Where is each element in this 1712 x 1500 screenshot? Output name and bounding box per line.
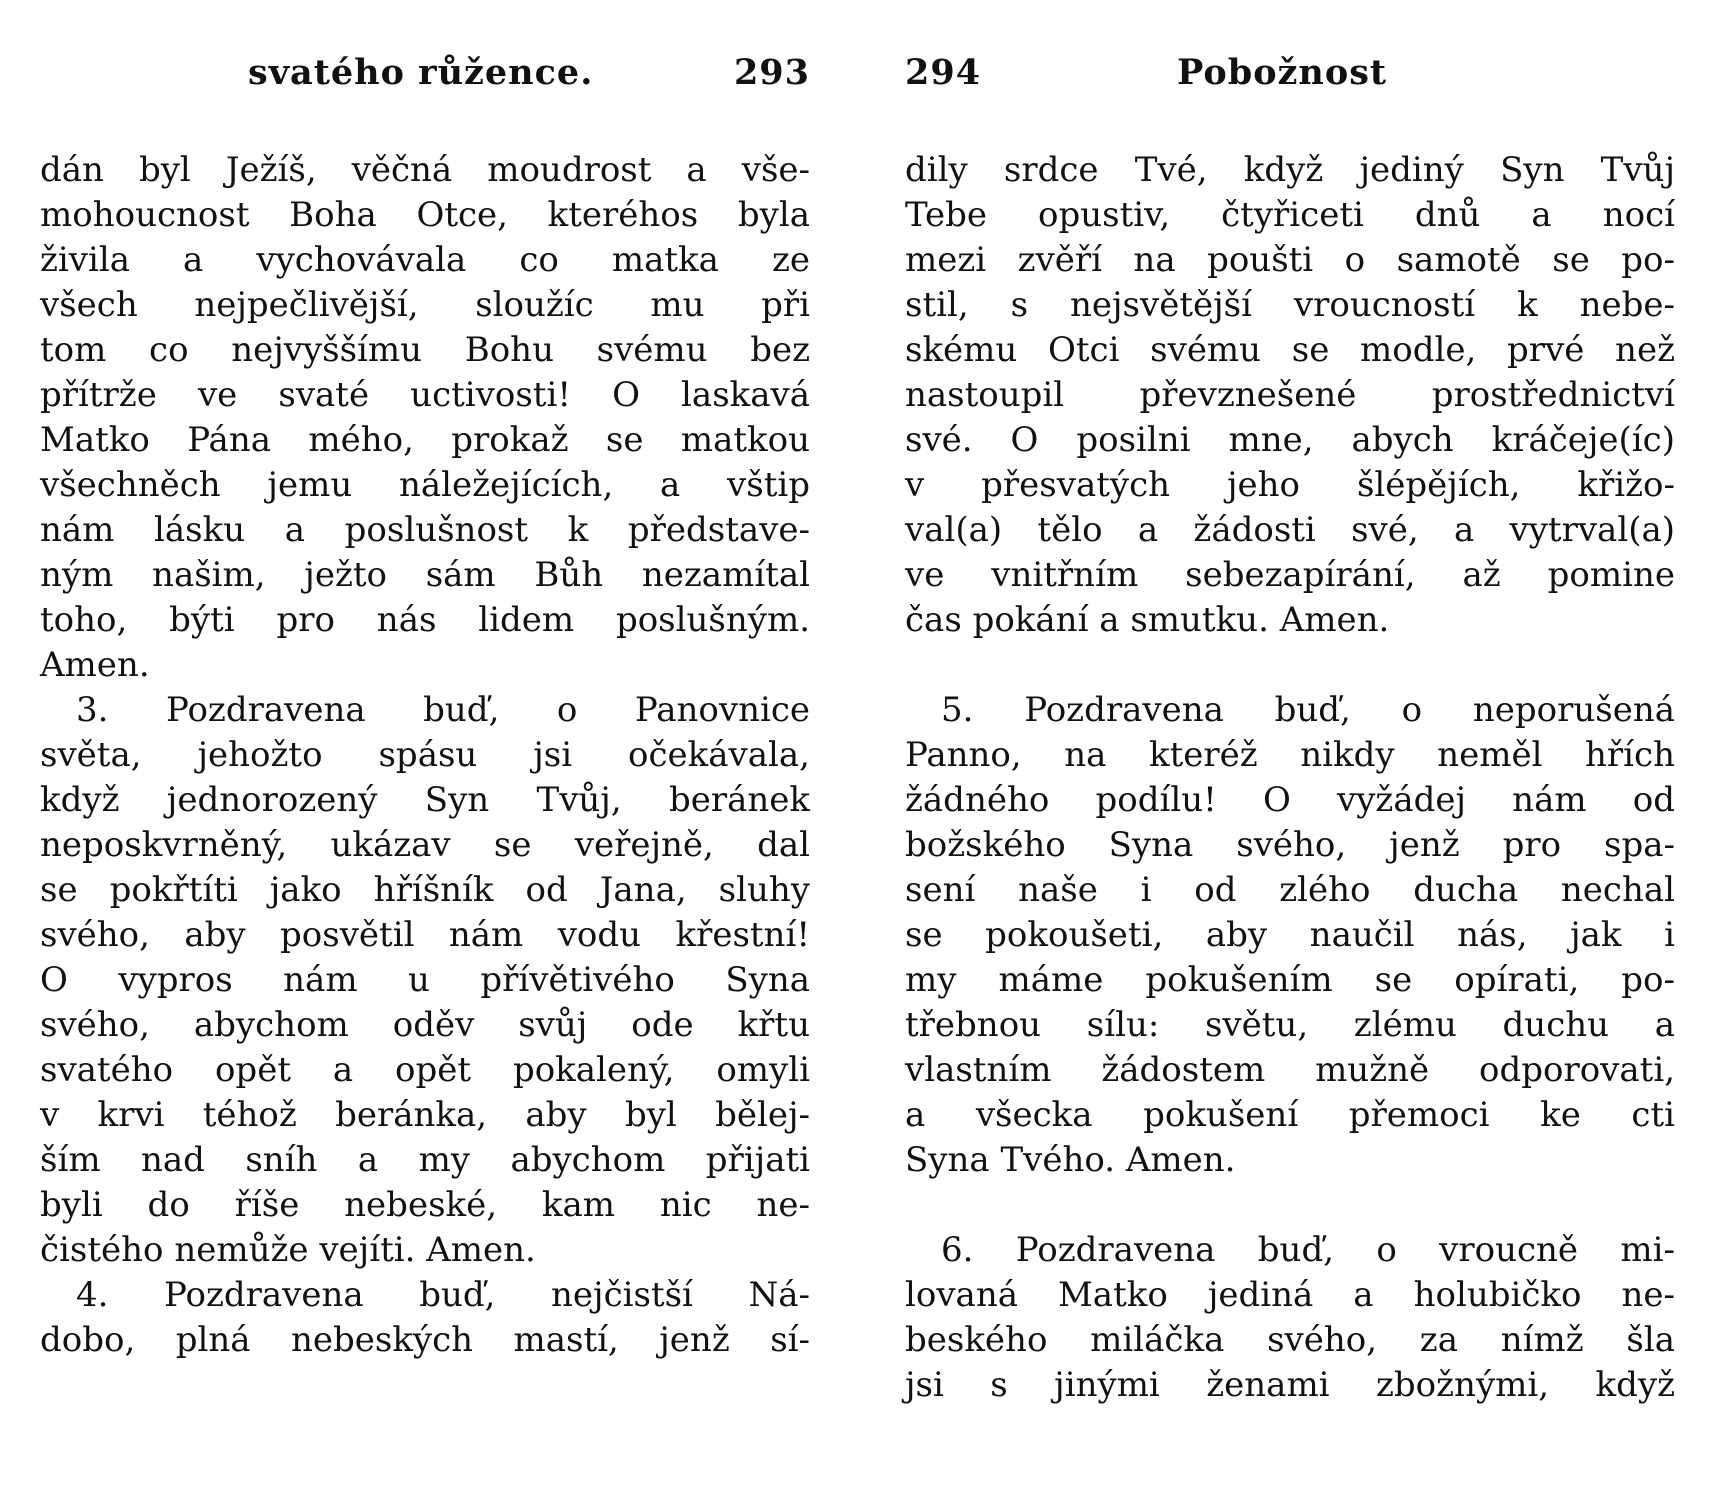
- left-running-head: [40, 52, 810, 112]
- text-line: Tebe opustiv, čtyřiceti dnů a nocí: [905, 195, 1675, 235]
- text-line: Panno, na kteréž nikdy neměl hřích: [905, 735, 1675, 775]
- text-line: své. O posilni mne, abych kráčeje(íc): [905, 420, 1675, 460]
- text-line: mohoucnost Boha Otce, kteréhos byla: [40, 195, 810, 235]
- left-running-title: svatého růžence.: [248, 52, 594, 93]
- text-line: všech nejpečlivější, sloužíc mu při: [40, 285, 810, 325]
- text-line: neposkvrněný, ukázav se veřejně, dal: [40, 825, 810, 865]
- text-line: přítrže ve svaté uctivosti! O laskavá: [40, 375, 810, 415]
- text-line: toho, býti pro nás lidem poslušným.: [40, 600, 810, 640]
- text-line: božského Syna svého, jenž pro spa-: [905, 825, 1675, 865]
- text-line: vlastním žádostem mužně odporovati,: [905, 1050, 1675, 1090]
- text-line: beského miláčka svého, za nímž šla: [905, 1320, 1675, 1360]
- text-line: sení naše i od zlého ducha nechal: [905, 870, 1675, 910]
- text-line: ným našim, ježto sám Bůh nezamítal: [40, 555, 810, 595]
- paragraph-gap: [905, 643, 1675, 688]
- paragraph-gap: [905, 1183, 1675, 1228]
- text-line: my máme pokušením se opírati, po-: [905, 960, 1675, 1000]
- text-line: tom co nejvyššímu Bohu svému bez: [40, 330, 810, 370]
- text-line: všechněch jemu náležejících, a vštip: [40, 465, 810, 505]
- text-line: byli do říše nebeské, kam nic ne-: [40, 1185, 810, 1225]
- text-line: stil, s nejsvětější vroucností k nebe-: [905, 285, 1675, 325]
- text-line: dobo, plná nebeských mastí, jenž sí-: [40, 1320, 810, 1360]
- right-page: [905, 0, 1675, 1500]
- right-page-number: 294: [905, 52, 982, 93]
- text-line: Amen.: [40, 645, 150, 685]
- text-line: třebnou sílu: světu, zlému duchu a: [905, 1005, 1675, 1045]
- text-line: když jednorozený Syn Tvůj, beránek: [40, 780, 810, 820]
- text-line: žádného podílu! O vyžádej nám od: [905, 780, 1675, 820]
- text-line: svého, aby posvětil nám vodu křestní!: [40, 915, 810, 955]
- text-line: skému Otci svému se modle, prvé než: [905, 330, 1675, 370]
- right-running-head: [905, 52, 1675, 112]
- text-line: a všecka pokušení přemoci ke cti: [905, 1095, 1675, 1135]
- text-line: svého, abychom oděv svůj ode křtu: [40, 1005, 810, 1045]
- right-page-body: [905, 148, 1675, 1408]
- left-page: [40, 0, 810, 1500]
- text-line: svatého opět a opět pokalený, omyli: [40, 1050, 810, 1090]
- text-line: světa, jehožto spásu jsi očekávala,: [40, 735, 810, 775]
- paragraph-start-line: 3. Pozdravena buď, o Panovnice: [76, 690, 810, 730]
- text-line: se pokřtíti jako hříšník od Jana, sluhy: [40, 870, 810, 910]
- text-line: dily srdce Tvé, když jediný Syn Tvůj: [905, 150, 1675, 190]
- text-line: Syna Tvého. Amen.: [905, 1140, 1236, 1180]
- text-line: dán byl Ježíš, věčná moudrost a vše-: [40, 150, 810, 190]
- text-line: mezi zvěří na poušti o samotě se po-: [905, 240, 1675, 280]
- text-line: Matko Pána mého, prokaž se matkou: [40, 420, 810, 460]
- text-line: lovaná Matko jediná a holubičko ne-: [905, 1275, 1675, 1315]
- text-line: jsi s jinými ženami zbožnými, když: [905, 1365, 1675, 1405]
- text-line: O vypros nám u přívětivého Syna: [40, 960, 810, 1000]
- right-running-title: Pobožnost: [1177, 52, 1388, 93]
- paragraph-start-line: 5. Pozdravena buď, o neporušená: [941, 690, 1675, 730]
- text-line: čas pokání a smutku. Amen.: [905, 600, 1390, 640]
- left-page-body: [40, 148, 810, 1363]
- text-line: ve vnitřním sebezapírání, až pomine: [905, 555, 1675, 595]
- text-line: v krvi téhož beránka, aby byl bělej-: [40, 1095, 810, 1135]
- text-line: ším nad sníh a my abychom přijati: [40, 1140, 810, 1180]
- paragraph-start-line: 6. Pozdravena buď, o vroucně mi-: [941, 1230, 1675, 1270]
- paragraph-start-line: 4. Pozdravena buď, nejčistší Ná-: [76, 1275, 810, 1315]
- text-line: val(a) tělo a žádosti své, a vytrval(a): [905, 510, 1675, 550]
- text-line: v přesvatých jeho šlépějích, křižo-: [905, 465, 1675, 505]
- text-line: se pokoušeti, aby naučil nás, jak i: [905, 915, 1675, 955]
- text-line: čistého nemůže vejíti. Amen.: [40, 1230, 536, 1270]
- left-page-number: 293: [733, 52, 810, 93]
- text-line: nastoupil převznešené prostřednictví: [905, 375, 1675, 415]
- text-line: živila a vychovávala co matka ze: [40, 240, 810, 280]
- text-line: nám lásku a poslušnost k představe-: [40, 510, 810, 550]
